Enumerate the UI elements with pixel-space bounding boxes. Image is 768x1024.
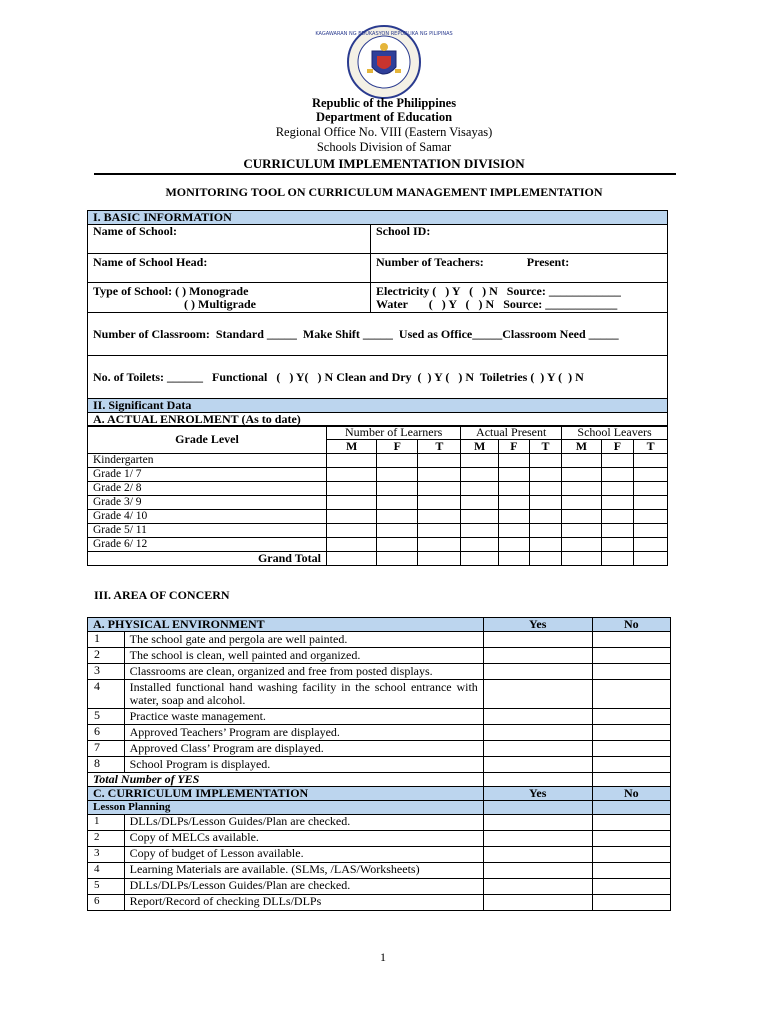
section-basic-information: I. BASIC INFORMATION (88, 211, 668, 225)
item-number: 2 (88, 831, 125, 847)
table-row (88, 524, 668, 538)
table-cell[interactable] (529, 496, 561, 510)
item-number: 8 (88, 757, 125, 773)
table-cell[interactable] (418, 524, 461, 538)
item-number: 4 (88, 680, 125, 709)
mft-header: T (529, 440, 561, 454)
item-number: 6 (88, 895, 125, 911)
item-text: Copy of MELCs available. (124, 831, 483, 847)
table-cell[interactable] (634, 538, 668, 552)
yes-header: Yes (483, 787, 592, 801)
table-cell[interactable] (418, 510, 461, 524)
yes-cell[interactable] (483, 709, 592, 725)
item-text: Approved Teachers’ Program are displayed. (124, 725, 483, 741)
table-cell[interactable] (461, 538, 499, 552)
table-cell[interactable] (327, 482, 377, 496)
table-row (88, 847, 671, 863)
grade-label: Grade 5/ 11 (88, 524, 327, 538)
table-cell[interactable] (529, 482, 561, 496)
table-row (88, 895, 671, 911)
table-row (88, 538, 668, 552)
item-text: Classrooms are clean, organized and free from posted displays. (124, 664, 483, 680)
num-teachers-label: Number of Teachers: (376, 255, 484, 269)
table-cell[interactable] (327, 538, 377, 552)
table-cell[interactable] (562, 454, 602, 468)
table-cell[interactable] (498, 482, 529, 496)
deped-seal-logo (315, 25, 453, 99)
grade-level-header: Grade Level (88, 426, 327, 454)
table-cell[interactable] (327, 524, 377, 538)
table-cell[interactable] (562, 524, 602, 538)
table-row (88, 482, 668, 496)
table-cell[interactable] (327, 510, 377, 524)
section-significant-data: II. Significant Data (88, 399, 668, 413)
mft-header: M (461, 440, 499, 454)
classroom-field[interactable]: Number of Classroom: Standard _____ Make Shift _____ Used as Office_____Classroom Need _____ (88, 313, 668, 356)
monograde-option[interactable]: Type of School: ( ) Monograde (93, 284, 249, 298)
grade-label: Grade 4/ 10 (88, 510, 327, 524)
physical-environment-header: A. PHYSICAL ENVIRONMENT (88, 618, 484, 632)
present-label: Present: (526, 255, 570, 269)
no-header: No (592, 787, 670, 801)
table-cell[interactable] (377, 496, 418, 510)
table-row (88, 648, 671, 664)
grade-label: Kindergarten (88, 454, 327, 468)
no-cell (592, 801, 670, 815)
table-row (88, 741, 671, 757)
table-cell[interactable] (562, 510, 602, 524)
item-number: 2 (88, 648, 125, 664)
yes-cell[interactable] (483, 879, 592, 895)
area-of-concern-table (87, 617, 671, 911)
yes-cell[interactable] (483, 725, 592, 741)
grade-label: Grade 6/ 12 (88, 538, 327, 552)
no-cell[interactable] (592, 664, 670, 680)
table-cell[interactable] (601, 468, 634, 482)
table-cell[interactable] (377, 468, 418, 482)
table-row (88, 632, 671, 648)
item-text: Installed functional hand washing facility in the school entrance with water, soap and alcohol. (124, 680, 483, 709)
electricity-line[interactable]: Electricity ( ) Y ( ) N Source: ____________ (376, 284, 621, 298)
table-cell[interactable] (529, 552, 561, 566)
table-cell[interactable] (498, 496, 529, 510)
table-row (88, 725, 671, 741)
table-cell[interactable] (529, 454, 561, 468)
item-number: 7 (88, 741, 125, 757)
grade-label: Grade 1/ 7 (88, 468, 327, 482)
mft-header: F (498, 440, 529, 454)
yes-cell[interactable] (483, 632, 592, 648)
table-cell[interactable] (377, 524, 418, 538)
yes-cell[interactable] (483, 648, 592, 664)
item-text: Practice waste management. (124, 709, 483, 725)
table-cell[interactable] (529, 538, 561, 552)
item-text: DLLs/DLPs/Lesson Guides/Plan are checked. (124, 815, 483, 831)
area-of-concern-heading: III. AREA OF CONCERN (94, 588, 230, 602)
yes-cell[interactable] (483, 863, 592, 879)
header-division: Schools Division of Samar (316, 140, 452, 154)
grade-label: Grade 3/ 9 (88, 496, 327, 510)
mft-header: F (377, 440, 418, 454)
grade-label: Grade 2/ 8 (88, 482, 327, 496)
table-row (88, 496, 668, 510)
table-row (88, 468, 668, 482)
yes-cell (483, 801, 592, 815)
table-cell[interactable] (634, 468, 668, 482)
no-cell[interactable] (592, 773, 670, 787)
table-cell[interactable] (498, 538, 529, 552)
table-cell[interactable] (461, 468, 499, 482)
header-region: Regional Office No. VIII (Eastern Visayas) (275, 125, 493, 139)
table-row (88, 680, 671, 709)
name-of-school-field[interactable]: Name of School: (88, 225, 371, 254)
header-divider (94, 173, 676, 175)
table-row (88, 815, 671, 831)
table-cell[interactable] (562, 496, 602, 510)
table-cell[interactable] (418, 496, 461, 510)
item-number: 3 (88, 664, 125, 680)
item-number: 5 (88, 709, 125, 725)
table-cell[interactable] (634, 510, 668, 524)
no-cell[interactable] (592, 863, 670, 879)
no-cell[interactable] (592, 741, 670, 757)
school-leavers-header: School Leavers (562, 426, 668, 440)
table-cell[interactable] (327, 552, 377, 566)
table-cell[interactable] (562, 538, 602, 552)
table-row (88, 454, 668, 468)
table-cell[interactable] (377, 538, 418, 552)
utilities-field[interactable] (371, 283, 668, 313)
item-text: School Program is displayed. (124, 757, 483, 773)
table-cell[interactable] (601, 482, 634, 496)
item-text: The school gate and pergola are well painted. (124, 632, 483, 648)
yes-cell[interactable] (483, 815, 592, 831)
multigrade-option[interactable]: ( ) Multigrade (184, 297, 256, 311)
yes-header: Yes (483, 618, 592, 632)
mft-header: T (634, 440, 668, 454)
table-cell[interactable] (529, 524, 561, 538)
table-row (88, 879, 671, 895)
no-cell[interactable] (592, 709, 670, 725)
yes-cell[interactable] (483, 831, 592, 847)
yes-cell[interactable] (483, 680, 592, 709)
grand-total-label: Grand Total (88, 552, 327, 566)
type-of-school-field[interactable] (88, 283, 371, 313)
table-cell[interactable] (461, 496, 499, 510)
table-cell[interactable] (562, 552, 602, 566)
table-cell[interactable] (634, 454, 668, 468)
table-row (88, 863, 671, 879)
table-cell[interactable] (461, 482, 499, 496)
mft-header: M (562, 440, 602, 454)
table-cell[interactable] (377, 482, 418, 496)
item-text: DLLs/DLPs/Lesson Guides/Plan are checked. (124, 879, 483, 895)
table-cell[interactable] (498, 552, 529, 566)
actual-enrolment-heading: A. ACTUAL ENROLMENT (As to date) (88, 413, 668, 427)
no-cell[interactable] (592, 815, 670, 831)
item-text: Learning Materials are available. (SLMs, /LAS/Worksheets) (124, 863, 483, 879)
school-id-field[interactable]: School ID: (371, 225, 668, 254)
table-cell[interactable] (377, 510, 418, 524)
total-yes-label: Total Number of YES (88, 773, 484, 787)
table-cell[interactable] (498, 524, 529, 538)
actual-present-header: Actual Present (461, 426, 562, 440)
table-cell[interactable] (377, 552, 418, 566)
table-cell[interactable] (327, 468, 377, 482)
yes-cell[interactable] (483, 741, 592, 757)
item-text: The school is clean, well painted and organized. (124, 648, 483, 664)
table-cell[interactable] (418, 468, 461, 482)
mft-header: M (327, 440, 377, 454)
table-cell[interactable] (377, 454, 418, 468)
table-cell[interactable] (498, 510, 529, 524)
enrolment-table (87, 425, 668, 566)
table-cell[interactable] (601, 496, 634, 510)
document-title: MONITORING TOOL ON CURRICULUM MANAGEMENT IMPLEMENTATION (165, 185, 603, 199)
table-cell[interactable] (562, 468, 602, 482)
no-cell[interactable] (592, 757, 670, 773)
no-cell[interactable] (592, 831, 670, 847)
item-number: 5 (88, 879, 125, 895)
toilets-field[interactable]: No. of Toilets: ______ Functional ( ) Y( ) N Clean and Dry ( ) Y ( ) N Toiletries ( ) Y ( ) N (88, 356, 668, 399)
no-cell[interactable] (592, 847, 670, 863)
no-cell[interactable] (592, 725, 670, 741)
lesson-planning-header: Lesson Planning (88, 801, 484, 815)
table-cell[interactable] (461, 524, 499, 538)
table-cell[interactable] (327, 496, 377, 510)
table-cell[interactable] (601, 552, 634, 566)
item-number: 1 (88, 632, 125, 648)
table-cell[interactable] (529, 468, 561, 482)
table-cell[interactable] (601, 510, 634, 524)
water-line[interactable]: Water ( ) Y ( ) N Source: ____________ (376, 297, 618, 311)
item-text: Approved Class’ Program are displayed. (124, 741, 483, 757)
item-text: Copy of budget of Lesson available. (124, 847, 483, 863)
table-cell[interactable] (461, 552, 499, 566)
page-number: 1 (380, 950, 386, 964)
seal-text: KAGAWARAN NG EDUKASYON REPUBLIKA NG PILIPINAS (315, 31, 453, 37)
number-of-learners-header: Number of Learners (327, 426, 461, 440)
table-row (88, 510, 668, 524)
no-cell[interactable] (592, 879, 670, 895)
school-head-field[interactable]: Name of School Head: (88, 254, 371, 283)
table-cell[interactable] (327, 454, 377, 468)
item-text: Report/Record of checking DLLs/DLPs (124, 895, 483, 911)
basic-information-table (87, 210, 668, 427)
table-cell[interactable] (418, 482, 461, 496)
table-cell[interactable] (634, 482, 668, 496)
table-cell[interactable] (562, 482, 602, 496)
item-number: 4 (88, 863, 125, 879)
yes-cell[interactable] (483, 895, 592, 911)
header-department: Department of Education (315, 110, 453, 124)
table-cell[interactable] (601, 524, 634, 538)
table-cell[interactable] (498, 468, 529, 482)
table-row (88, 709, 671, 725)
table-row (88, 664, 671, 680)
table-row (88, 831, 671, 847)
header-cid: CURRICULUM IMPLEMENTATION DIVISION (243, 156, 525, 171)
table-cell[interactable] (461, 510, 499, 524)
table-cell[interactable] (601, 538, 634, 552)
mft-header: T (418, 440, 461, 454)
item-number: 3 (88, 847, 125, 863)
table-cell[interactable] (418, 454, 461, 468)
table-cell[interactable] (418, 538, 461, 552)
no-header: No (592, 618, 670, 632)
header-republic: Republic of the Philippines (311, 96, 457, 110)
no-cell[interactable] (592, 680, 670, 709)
number-of-teachers-field[interactable] (371, 254, 668, 283)
curriculum-implementation-header: C. CURRICULUM IMPLEMENTATION (88, 787, 484, 801)
table-row (88, 757, 671, 773)
table-cell[interactable] (461, 454, 499, 468)
table-cell[interactable] (634, 496, 668, 510)
mft-header: F (601, 440, 634, 454)
no-cell[interactable] (592, 648, 670, 664)
yes-cell[interactable] (483, 664, 592, 680)
yes-cell[interactable] (483, 757, 592, 773)
table-cell[interactable] (498, 454, 529, 468)
table-cell[interactable] (634, 552, 668, 566)
no-cell[interactable] (592, 895, 670, 911)
yes-cell[interactable] (483, 773, 592, 787)
yes-cell[interactable] (483, 847, 592, 863)
item-number: 1 (88, 815, 125, 831)
table-cell[interactable] (418, 552, 461, 566)
table-cell[interactable] (601, 454, 634, 468)
item-number: 6 (88, 725, 125, 741)
table-cell[interactable] (634, 524, 668, 538)
table-cell[interactable] (529, 510, 561, 524)
no-cell[interactable] (592, 632, 670, 648)
